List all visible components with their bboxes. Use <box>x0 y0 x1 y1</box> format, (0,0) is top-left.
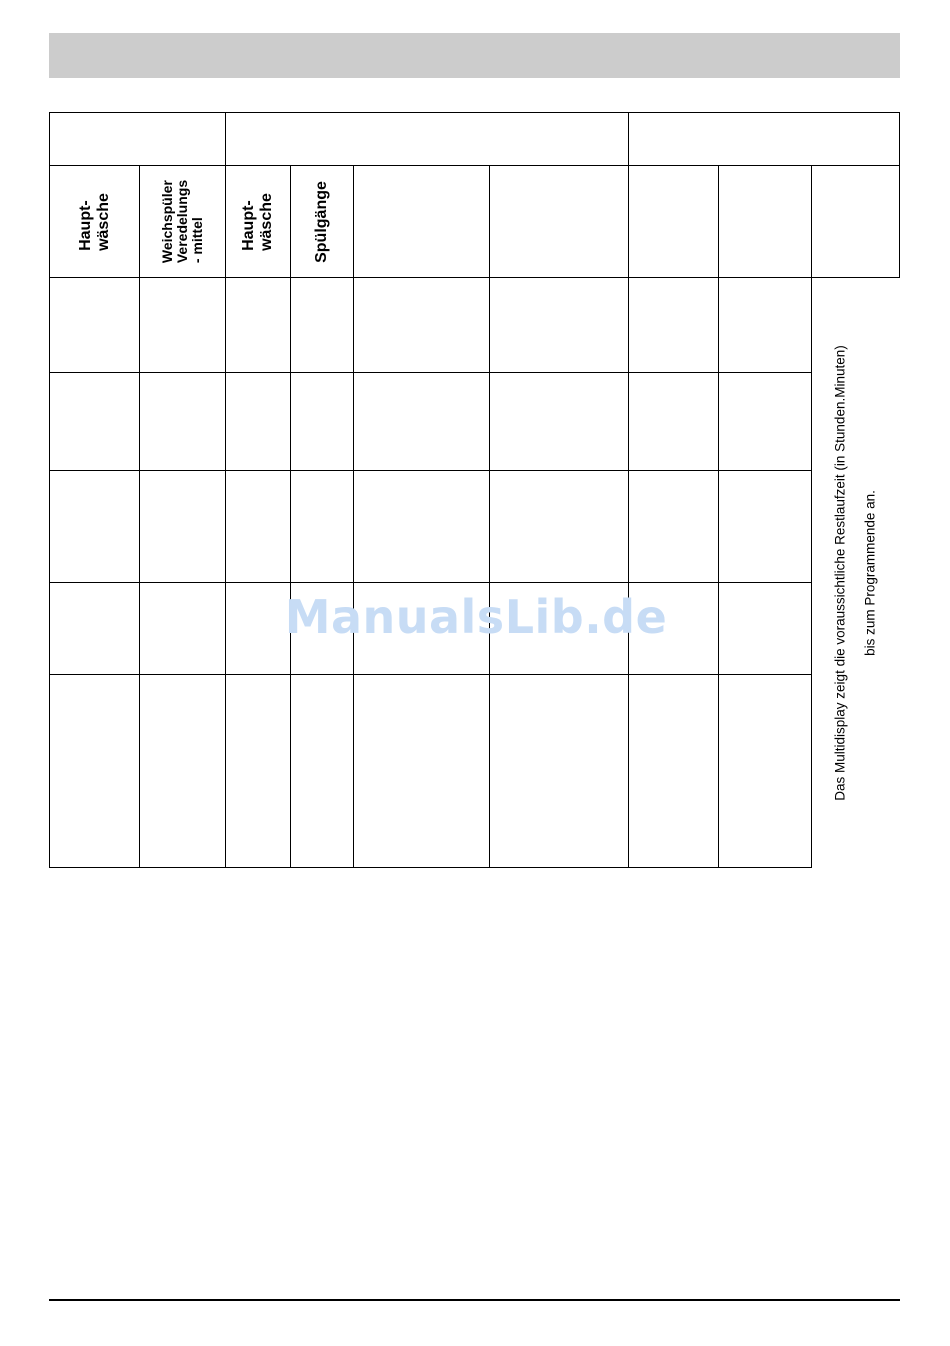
header-label: Spülgänge <box>313 180 330 263</box>
header-label: Weichspüler Veredelungs - mittel <box>158 179 205 264</box>
footer-rule <box>49 1299 900 1301</box>
header-weichspueler <box>140 166 225 277</box>
header-hauptwaesche-1 <box>50 166 139 277</box>
restlaufzeit-note <box>812 278 900 868</box>
header-hauptwaesche-2 <box>226 166 290 277</box>
header-label: Haupt- wäsche <box>240 192 275 251</box>
header-label: Haupt- wäsche <box>76 192 112 251</box>
watermark: ManualsLib.de <box>284 590 668 644</box>
header-spuelgaenge <box>291 166 353 277</box>
note-text: Das Multidisplay zeigt die voraussichtliche Restlaufzeit (in Stunden.Minuten) bis zum Programmende an. <box>833 345 878 801</box>
